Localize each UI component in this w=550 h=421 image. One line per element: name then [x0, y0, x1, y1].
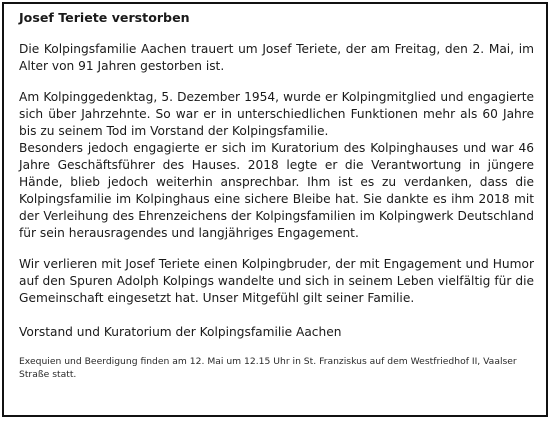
paragraph-kuratorium: Besonders jedoch engagierte er sich im Kuratorium des Kolpinghauses und war 46 Jahre Geschäftsführer des Hauses. 2018 legte er die Verantwortung in jüngere Hände, blieb jedoch weiterhin ansprechbar. Ihm ist es zu verdanken, dass die Kolpingsfamilie im Kolpinghaus eine sichere Bleibe hat. Sie dankte es ihm 2018 mit der Verleihung des Ehrenzeichens der Kolpingsfamilien im Kolpingwerk Deutschland für sein herausragendes und langjähriges Engagement.: [19, 141, 534, 240]
signature-line: Vorstand und Kuratorium der Kolpingsfamilie Aachen: [19, 325, 342, 339]
obituary-notice: [2, 2, 548, 417]
notice-title: Josef Teriete verstorben: [19, 10, 190, 25]
paragraph-announcement: Die Kolpingsfamilie Aachen trauert um Josef Teriete, der am Freitag, den 2. Mai, im Alter von 91 Jahren gestorben ist.: [19, 42, 534, 73]
funeral-footnote: Exequien und Beerdigung finden am 12. Mai um 12.15 Uhr in St. Franziskus auf dem Westfriedhof II, Vaalser Straße statt.: [19, 356, 517, 380]
paragraph-membership: Am Kolpinggedenktag, 5. Dezember 1954, wurde er Kolpingmitglied und engagierte sich über Jahrzehnte. So war er in unterschiedlichen Funktionen mehr als 60 Jahre bis zu seinem Tod im Vorstand der Kolpingsfamilie.: [19, 90, 534, 138]
paragraph-tribute: Wir verlieren mit Josef Teriete einen Kolpingbruder, der mit Engagement und Humor auf den Spuren Adolph Kolpings wandelte und sich in seinem Leben vielfältig für die Gemeinschaft eingesetzt hat. Unser Mitgefühl gilt seiner Familie.: [19, 257, 534, 305]
